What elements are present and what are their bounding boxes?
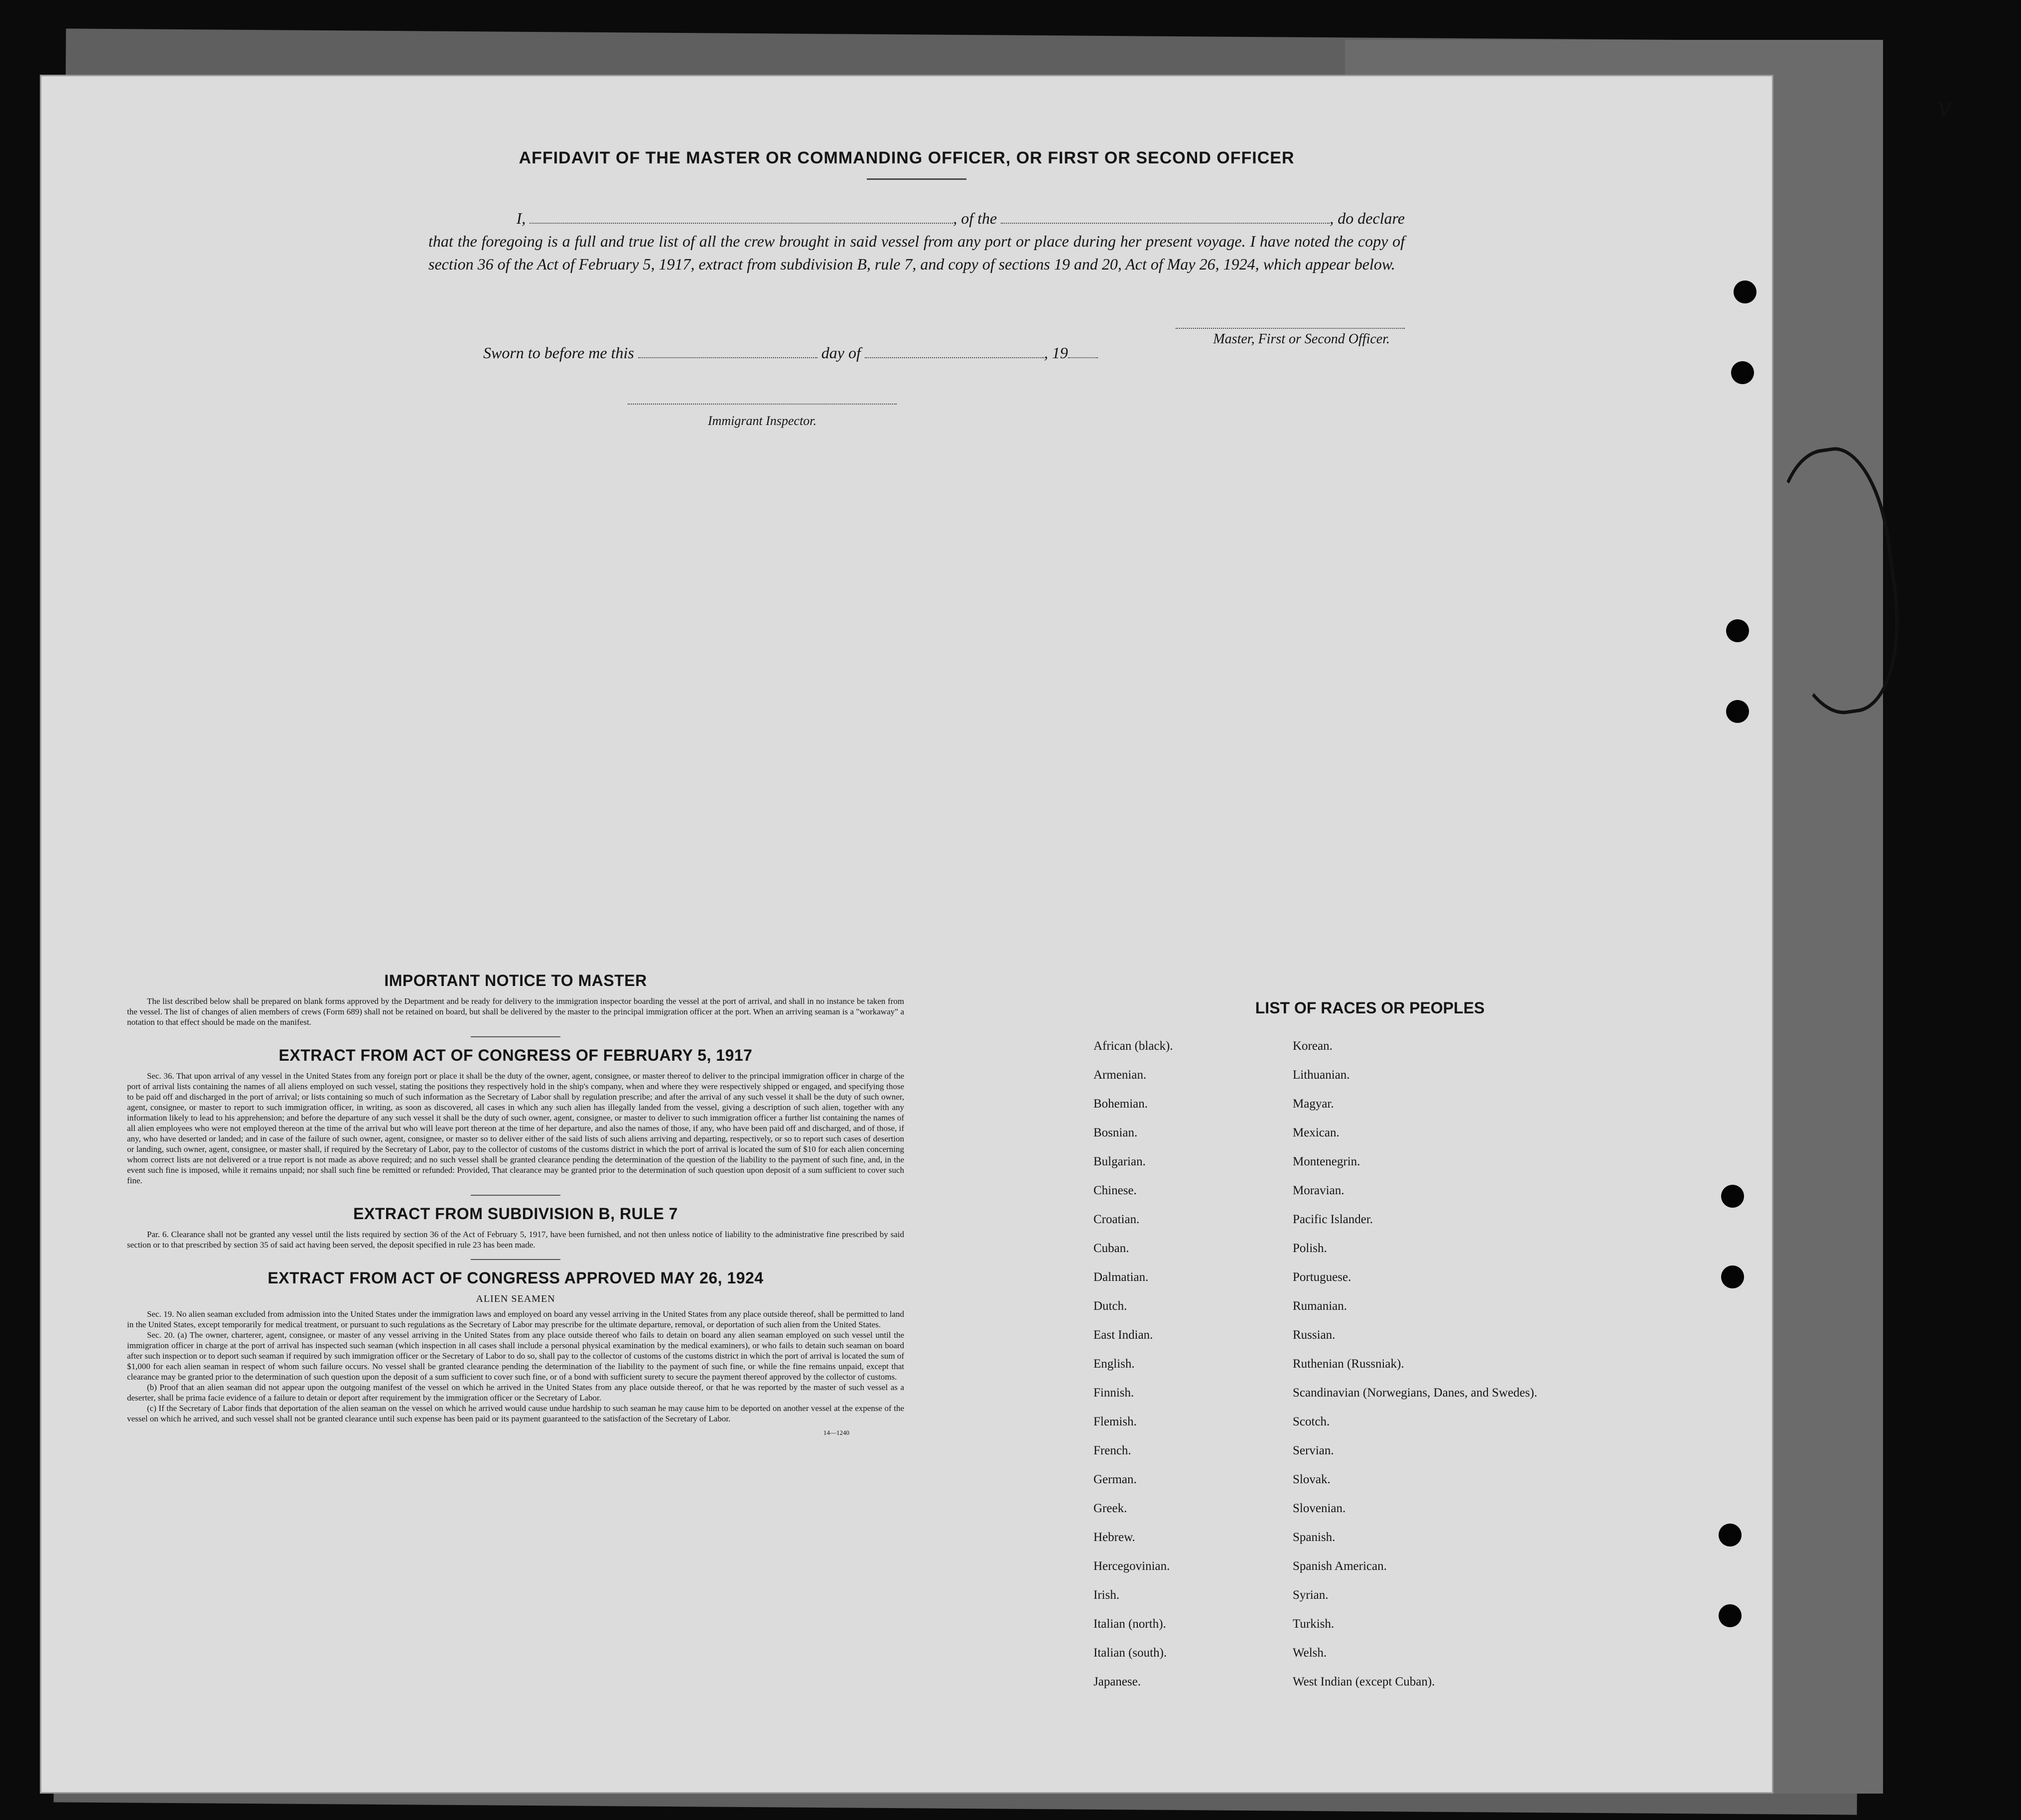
races-list-right [1293,1039,1542,1703]
race-item: Croatian. [1093,1213,1140,1226]
race-item: Finnish. [1093,1386,1134,1400]
race-item: Bosnian. [1093,1126,1138,1139]
margin-checkmark: v [1938,90,1951,123]
races-list-left [1093,1039,1293,1703]
affidavit-of-label: , of the [953,209,997,227]
extract-1917-text: Sec. 36. That upon arrival of any vessel in the United States from any foreign port or place it shall be the duty of the owner, agent, consignee, or master thereof to deliver to the principal immigration officer in charge of the port of arrival lists containing the names of all aliens employed on such vessel, stating the positions they respectively hold in the ship's company, when and where they were respectively shipped or engaged, and specifying those to be paid off and discharged in the port of arrival; or lists containing so much of such information as the Secretary of Labor shall by regulation prescribe; and after the arrival of any such vessel it shall be the duty of such owner, agent, consignee, or master to report to such immigration officer, in writing, as soon as discovered, all cases in which any such alien has illegally landed from the vessel, giving a description of such alien, together with any information likely to lead to his apprehension; and before the departure of any such vessel it shall be the duty of such owner, agent, consignee, or master to deliver to such immigration officer a further list containing the names of all alien employees who were not employed thereon at the time of the arrival but who will leave port thereon at the time of her departure, and also the names of those, if any, who have been paid off and discharged, and of those, if any, who have deserted or landed; and in case of the failure of such owner, agent, consignee, or master so to deliver either of the said lists of such aliens arriving and departing, respectively, or so to report such cases of desertion or landing, such owner, agent, consignee, or master shall, if required by the Secretary of Labor, pay to the collector of customs of the customs district in which the port of arrival is located the sum of $10 for each alien concerning whom correct lists are not delivered or a true report is not made as above required; and no such vessel shall be granted clearance pending the determination of the question of the liability to the payment of such fine, and, in the event such fine is imposed, while it remains unpaid; nor shall such fine be remitted or refunded: Provided, That clearance may be granted prior to the determination of such question upon deposit of a sum sufficient to cover such fine. [127,1071,904,1185]
race-item: Moravian. [1293,1184,1345,1197]
race-item: Polish. [1293,1242,1327,1255]
sworn-month-blank[interactable] [865,346,1044,358]
race-item: Scotch. [1293,1415,1330,1428]
affidavit-i-label: I, [516,209,526,227]
race-item: Chinese. [1093,1184,1137,1197]
race-item: Dutch. [1093,1299,1127,1313]
sworn-statement [483,344,1098,362]
race-item: Italian (south). [1093,1646,1167,1660]
binder-hole [1719,1604,1742,1627]
race-item: Russian. [1293,1328,1336,1342]
race-item: Irish. [1093,1588,1120,1602]
race-item: Rumanian. [1293,1299,1347,1313]
sec-20c-text: (c) If the Secretary of Labor finds that deportation of the alien seaman on the vessel on which he arrived would cause undue hardship to such seaman he may cause him to be deported on another vessel at the expense of the vessel on which he arrived, and such vessel shall not be granted clearance until such expense has been paid or its payment guaranteed to the satisfaction of the Secretary of Labor. [127,1403,904,1423]
affidavit-body: that the foregoing is a full and true list of all the crew brought in said vessel from any port or place during her present voyage. I have noted the copy of section 36 of the Act of February 5, 1917, extract from subdivision B, rule 7, and copy of sections 19 and 20, Act of May 26, 1924, which appear below. [428,232,1405,273]
race-item: Dalmatian. [1093,1270,1149,1284]
sec-20a-text: Sec. 20. (a) The owner, charterer, agent, consignee, or master of any vessel arriving in the United States from any place outside thereof who fails to detain on board any alien seaman employed on such vessel until the immigration officer in charge at the port of arrival has inspected such seaman (which inspection in all cases shall include a personal physical examination by the medical examiners), or who fails to detain such seaman on board after such inspection or to deport such seaman if required by such immigration officer or the Secretary of Labor to do so, shall pay to the collector of customs of the customs district in which the port of arrival is located the sum of $1,000 for each alien seaman in respect of whom such failure occurs. No vessel shall be granted clearance pending the determination of the liability to the payment of such fine, or while the fine remains unpaid, except that clearance may be granted prior to the determination of such question upon the deposit of a sum sufficient to cover such fine, or of a bond with sufficient surety to secure the payment thereof approved by the collector of customs. [127,1330,904,1382]
extract-1924-heading: EXTRACT FROM ACT OF CONGRESS APPROVED MAY 26, 1924 [268,1269,764,1287]
race-item: Montenegrin. [1293,1155,1360,1168]
notice-text: The list described below shall be prepared on blank forms approved by the Department and be ready for delivery to the immigration inspector boarding the vessel at the port of arrival, and shall in no instance be taken from the vessel. The list of changes of alien members of crews (Form 689) shall not be retained on board, but shall be delivered by the master to the principal immigration officer at the port. When an arriving seaman is a "workaway" a notation to that effect should be made on the manifest. [127,996,904,1027]
race-item: Bulgarian. [1093,1155,1146,1168]
binder-hole [1731,361,1754,384]
binder-hole [1719,1524,1742,1546]
binder-hole [1726,700,1749,723]
race-item: Mexican. [1293,1126,1340,1139]
race-item: Ruthenian (Russniak). [1293,1357,1404,1371]
affidavit-title: AFFIDAVIT OF THE MASTER OR COMMANDING OFFICER, OR FIRST OR SECOND OFFICER [519,148,1295,167]
race-item: Armenian. [1093,1068,1147,1082]
race-item: Syrian. [1293,1588,1329,1602]
inspector-signature-blank[interactable] [628,404,897,405]
signature-label: Master, First or Second Officer. [1213,331,1390,347]
race-item: Welsh. [1293,1646,1327,1660]
race-item: Spanish American. [1293,1559,1387,1573]
sec-19-text: Sec. 19. No alien seaman excluded from admission into the United States under the immigration laws and employed on board any vessel arriving in the United States from any place outside thereof, shall be permitted to land in the United States, except temporarily for medical treatment, or pursuant to such regulations as the Secretary of Labor may prescribe for the ultimate departure, removal, or deportation of such alien from the United States. [127,1309,904,1329]
extract-rule7-heading: EXTRACT FROM SUBDIVISION B, RULE 7 [353,1205,678,1223]
race-item: Hebrew. [1093,1531,1135,1544]
binder-hole [1734,280,1756,303]
race-item: Hercegovinian. [1093,1559,1170,1573]
race-item: Cuban. [1093,1242,1129,1255]
race-item: Flemish. [1093,1415,1137,1428]
sworn-prefix: Sworn to before me this [483,344,634,362]
races-heading: LIST OF RACES OR PEOPLES [1255,999,1485,1017]
race-item: West Indian (except Cuban). [1293,1675,1435,1688]
section-divider [471,1036,560,1037]
race-item: Bohemian. [1093,1097,1148,1111]
binder-hole [1726,619,1749,642]
race-item: Pacific Islander. [1293,1213,1373,1226]
name-blank[interactable] [530,212,953,224]
race-item: Greek. [1093,1502,1127,1515]
race-item: Servian. [1293,1444,1334,1457]
race-item: Lithuanian. [1293,1068,1350,1082]
affidavit-declare-label: , do declare [1330,209,1405,227]
sec-20b-text: (b) Proof that an alien seaman did not appear upon the outgoing manifest of the vessel on which he arrived in the United States from any place outside thereof, or that he was reported by the master of such vessel as a deserter, shall be prima facie evidence of a failure to detain or deport after requirement by the immigration officer or the Secretary of Labor. [127,1383,904,1402]
race-item: Slovenian. [1293,1502,1346,1515]
section-divider [471,1259,560,1260]
inspector-label: Immigrant Inspector. [707,414,817,428]
notices-column [127,972,904,1437]
document-page [40,75,1773,1794]
race-item: African (black). [1093,1039,1173,1053]
binder-hole [1721,1265,1744,1288]
race-item: Japanese. [1093,1675,1141,1688]
extract-rule7-text: Par. 6. Clearance shall not be granted any vessel until the lists required by section 36 of the Act of February 5, 1917, have been furnished, and not then unless notice of liability to the administrative fine prescribed by said section or to that prescribed by section 35 of said act having been served, the deposit specified in rule 23 has been made. [127,1230,904,1250]
race-item: Magyar. [1293,1097,1334,1111]
race-item: German. [1093,1473,1137,1486]
race-item: Slovak. [1293,1473,1331,1486]
race-item: Scandinavian (Norwegians, Danes, and Swedes). [1293,1386,1537,1400]
affidavit-line-1 [428,207,1405,230]
signature-blank[interactable] [1176,328,1405,329]
race-item: Spanish. [1293,1531,1336,1544]
sworn-year-label: , 19 [1044,344,1068,362]
race-item: French. [1093,1444,1131,1457]
vessel-blank[interactable] [1001,212,1330,224]
title-divider [867,178,966,180]
race-item: English. [1093,1357,1135,1371]
affidavit-declaration [428,207,1405,276]
sworn-day-blank[interactable] [638,346,817,358]
binder-hole [1721,1185,1744,1208]
sworn-year-blank[interactable] [1068,346,1098,358]
race-item: Italian (north). [1093,1617,1166,1631]
sworn-day-label: day of [821,344,861,362]
form-number: 14—1240 [823,1429,849,1436]
race-item: Portuguese. [1293,1270,1351,1284]
alien-seamen-subheading: ALIEN SEAMEN [476,1293,555,1304]
section-divider [471,1195,560,1196]
notice-heading: IMPORTANT NOTICE TO MASTER [384,972,647,989]
race-item: Korean. [1293,1039,1333,1053]
extract-1917-heading: EXTRACT FROM ACT OF CONGRESS OF FEBRUARY 5, 1917 [278,1046,753,1064]
race-item: East Indian. [1093,1328,1153,1342]
race-item: Turkish. [1293,1617,1335,1631]
